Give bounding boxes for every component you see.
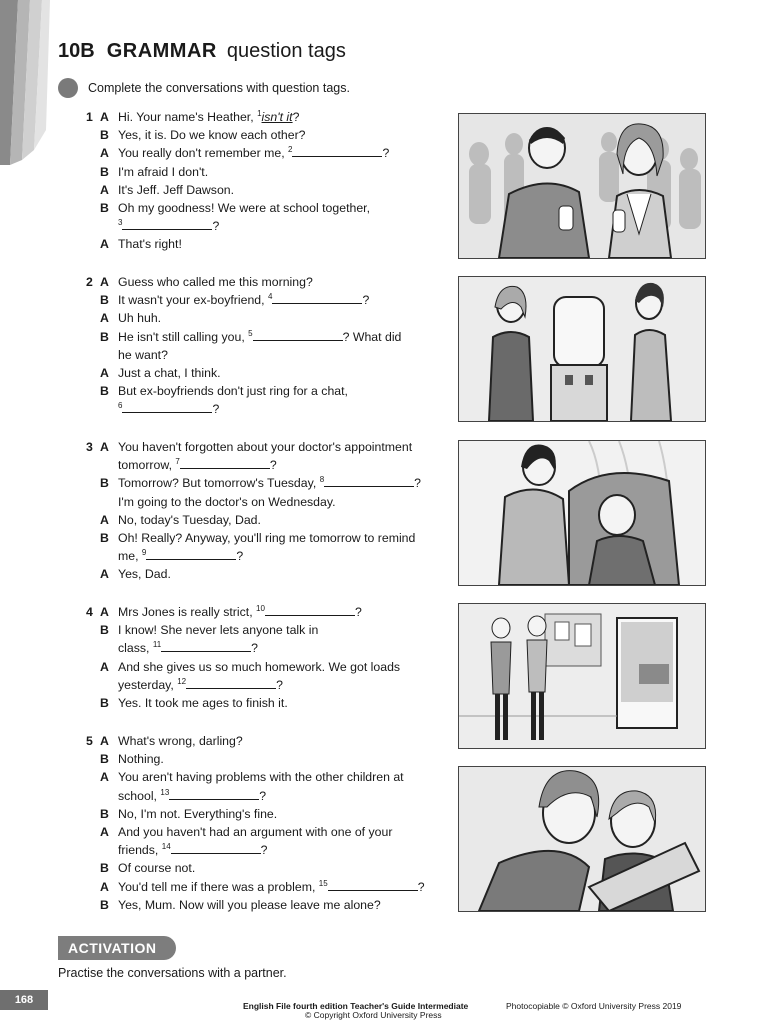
- dialogue-line: [86, 273, 446, 291]
- answer-blank[interactable]: [169, 787, 259, 800]
- speaker-label: B: [100, 752, 109, 767]
- dialogue-text: [118, 400, 219, 418]
- activation-text: Practise the conversations with a partner.: [58, 966, 287, 980]
- dialogue-text: [118, 841, 268, 859]
- speaker-label: A: [100, 770, 109, 785]
- gap-number: 5: [248, 328, 253, 338]
- dialogue-line: [86, 346, 446, 364]
- line-text: He isn't still calling you,: [118, 329, 249, 344]
- answer-blank[interactable]: [186, 676, 276, 689]
- dialogue-text: [118, 547, 243, 565]
- dialogue-line: [86, 859, 446, 877]
- illustration-party: [458, 113, 706, 259]
- speaker-label: B: [100, 476, 109, 491]
- exercise-number: 5: [86, 734, 93, 748]
- speaker-label: A: [100, 182, 109, 197]
- dialogue-text: [118, 163, 208, 181]
- line-text: Nothing.: [118, 752, 164, 767]
- line-text: You really don't remember me,: [118, 146, 289, 161]
- speaker-label: A: [100, 146, 109, 161]
- line-tail: ?: [292, 110, 300, 124]
- illustration-armchair: [458, 440, 706, 586]
- line-text: tomorrow,: [118, 458, 176, 473]
- dialogue-line: [86, 235, 446, 253]
- dialogue-text: [118, 309, 161, 327]
- speaker-label: A: [100, 275, 109, 289]
- speaker-label: B: [100, 164, 109, 179]
- dialogue-text: [118, 639, 258, 657]
- dialogue-line: [86, 750, 446, 768]
- dialogue-text: [118, 529, 415, 547]
- dialogue-text: [118, 511, 261, 529]
- line-text: Yes, Mum. Now will you please leave me alone?: [118, 897, 381, 912]
- speaker-label: B: [100, 861, 109, 876]
- line-text: You haven't forgotten about your doctor's appointment: [118, 440, 413, 454]
- line-text: But ex-boyfriends don't just ring for a chat,: [118, 384, 348, 399]
- line-tail: ?: [414, 476, 421, 491]
- dialogue-line: [86, 841, 446, 859]
- speaker-label: A: [100, 365, 109, 380]
- dialogue-text: [118, 474, 421, 492]
- dialogue-line: [86, 144, 446, 162]
- gap-number: 15: [318, 878, 328, 888]
- answer-blank[interactable]: [171, 841, 261, 854]
- dialogue-text: [118, 768, 404, 786]
- dialogue-line: [86, 658, 446, 676]
- dialogue-text: [118, 328, 401, 346]
- dialogue-line: [86, 400, 446, 418]
- line-tail: ? What did: [342, 329, 402, 344]
- dialogue-line: [86, 309, 446, 327]
- dialogue-line: [86, 529, 446, 547]
- line-text: me,: [118, 549, 142, 564]
- dialogue-text: [118, 896, 381, 914]
- exercise-number: 1: [86, 110, 93, 124]
- dialogue-text: [118, 199, 370, 217]
- dialogue-text: [118, 438, 412, 456]
- dialogue-line: [86, 364, 446, 382]
- speaker-label: A: [100, 824, 109, 839]
- page-number: 168: [0, 990, 48, 1010]
- gap-number: 2: [288, 145, 293, 155]
- answer-blank[interactable]: [122, 400, 212, 413]
- line-tail: ?: [260, 843, 268, 858]
- dialogue-text: [118, 364, 221, 382]
- dialogue-line: [86, 474, 446, 492]
- footer-copyright: © Copyright Oxford University Press: [305, 1010, 442, 1020]
- exercise-2: [86, 273, 446, 419]
- line-text: You aren't having problems with the other children at: [118, 770, 404, 785]
- line-text: It wasn't your ex-boyfriend,: [118, 293, 268, 308]
- speaker-label: A: [100, 311, 109, 326]
- dialogue-text: [118, 787, 266, 805]
- exercise-5: [86, 732, 446, 914]
- speaker-label: A: [100, 567, 109, 582]
- dialogue-line: [86, 217, 446, 235]
- speaker-label: A: [100, 879, 109, 894]
- dialogue-text: [118, 658, 400, 676]
- line-tail: ?: [354, 605, 362, 619]
- gap-number: 13: [160, 787, 170, 797]
- gap-number: 6: [118, 401, 123, 411]
- line-tail: ?: [236, 549, 244, 564]
- dialogue-line: [86, 896, 446, 914]
- answer-blank[interactable]: [180, 456, 270, 469]
- illustration-water-cooler: [458, 276, 706, 422]
- line-text: Oh! Really? Anyway, you'll ring me tomorrow to remind: [118, 530, 416, 545]
- gap-number: 3: [118, 218, 123, 228]
- speaker-label: A: [100, 440, 109, 454]
- dialogue-line: [86, 878, 446, 896]
- speaker-label: A: [100, 734, 109, 748]
- line-text: Hi. Your name's Heather,: [118, 110, 258, 124]
- instruction-text: Complete the conversations with question tags.: [88, 81, 350, 95]
- dialogue-line: [86, 291, 446, 309]
- line-text: class,: [118, 641, 153, 656]
- line-text: It's Jeff. Jeff Dawson.: [118, 182, 235, 197]
- line-text: Mrs Jones is really strict,: [118, 605, 257, 619]
- gap-number: 14: [161, 842, 171, 852]
- dialogue-text: [118, 108, 299, 126]
- line-text: Uh huh.: [118, 311, 162, 326]
- example-answer: isn't it: [261, 110, 293, 124]
- instruction: [58, 78, 350, 98]
- speaker-label: B: [100, 897, 109, 912]
- line-text: friends,: [118, 843, 162, 858]
- dialogue-text: [118, 493, 336, 511]
- dialogue-text: [118, 382, 348, 400]
- dialogue-line: [86, 787, 446, 805]
- line-text: school,: [118, 788, 161, 803]
- dialogue-line: [86, 768, 446, 786]
- speaker-label: A: [100, 110, 109, 124]
- dialogue-text: [118, 732, 243, 750]
- line-tail: ?: [276, 677, 283, 692]
- section-title: GRAMMAR: [106, 40, 217, 62]
- speaker-label: A: [100, 605, 109, 619]
- dialogue-text: [118, 603, 362, 621]
- dialogue-line: [86, 547, 446, 565]
- answer-blank[interactable]: [146, 547, 236, 560]
- answer-blank[interactable]: [122, 217, 212, 230]
- dialogue-text: [118, 878, 425, 896]
- dialogue-text: [118, 859, 195, 877]
- answer-blank[interactable]: [328, 878, 418, 891]
- speaker-label: A: [100, 659, 109, 674]
- answer-blank[interactable]: [161, 639, 251, 652]
- line-tail: ?: [259, 788, 267, 803]
- dialogue-line: [86, 694, 446, 712]
- gap-number: 8: [319, 475, 325, 485]
- line-tail: ?: [382, 146, 390, 161]
- line-text: And you haven't had an argument with one of your: [118, 824, 393, 839]
- dialogue-line: [86, 621, 446, 639]
- answer-blank[interactable]: [272, 291, 362, 304]
- dialogue-text: [118, 621, 318, 639]
- line-text: Just a chat, I think.: [118, 365, 221, 380]
- speaker-label: B: [100, 623, 109, 638]
- answer-blank[interactable]: [265, 603, 355, 616]
- line-text: Yes, it is. Do we know each other?: [118, 128, 306, 143]
- line-text: Guess who called me this morning?: [118, 275, 313, 289]
- dialogue-text: [118, 694, 288, 712]
- exercise-number: 3: [86, 440, 93, 454]
- line-text: I know! She never lets anyone talk in: [118, 623, 319, 638]
- dialogue-text: [118, 750, 164, 768]
- line-text: Of course not.: [118, 861, 196, 876]
- line-tail: ?: [212, 402, 220, 417]
- answer-blank[interactable]: [324, 474, 414, 487]
- dialogue-text: [118, 126, 306, 144]
- line-tail: ?: [362, 293, 370, 308]
- illustration-school: [458, 603, 706, 749]
- speaker-label: B: [100, 806, 109, 821]
- activation-label: ACTIVATION: [58, 936, 176, 960]
- dialogue-line: [86, 732, 446, 750]
- dialogue-line: [86, 163, 446, 181]
- line-text: Yes. It took me ages to finish it.: [118, 695, 288, 710]
- exercise-3: [86, 438, 446, 584]
- line-tail: ?: [417, 879, 425, 894]
- speaker-label: B: [100, 128, 109, 143]
- line-text: I'm going to the doctor's on Wednesday.: [118, 494, 336, 509]
- dialogue-text: [118, 456, 277, 474]
- dialogue-line: [86, 639, 446, 657]
- line-text: Tomorrow? But tomorrow's Tuesday,: [118, 476, 320, 491]
- line-text: Yes, Dad.: [118, 567, 171, 582]
- gap-number: 11: [152, 640, 162, 650]
- footer-title: English File fourth edition Teacher's Guide Intermediate: [243, 1001, 469, 1011]
- dialogue-line: [86, 603, 446, 621]
- dialogue-line: [86, 328, 446, 346]
- dialogue-line: [86, 823, 446, 841]
- line-text: That's right!: [118, 237, 182, 252]
- dialogue-text: [118, 346, 168, 364]
- line-text: You'd tell me if there was a problem,: [118, 879, 319, 894]
- dialogue-line: [86, 108, 446, 126]
- line-tail: ?: [251, 641, 259, 656]
- dialogue-text: [118, 181, 234, 199]
- dialogue-line: [86, 199, 446, 217]
- answer-blank[interactable]: [292, 144, 382, 157]
- speaker-label: B: [100, 384, 109, 399]
- speaker-label: A: [100, 512, 109, 527]
- dialogue-line: [86, 511, 446, 529]
- gap-number: 9: [141, 548, 147, 558]
- dialogue-text: [118, 144, 389, 162]
- speaker-label: B: [100, 200, 109, 215]
- line-text: No, I'm not. Everything's fine.: [118, 806, 278, 821]
- gap-number: 7: [175, 457, 180, 467]
- line-tail: ?: [212, 219, 220, 234]
- dialogue-text: [118, 565, 171, 583]
- dialogue-line: [86, 181, 446, 199]
- section-topic: question tags: [226, 40, 346, 62]
- dialogue-line: [86, 676, 446, 694]
- dialogue-line: [86, 493, 446, 511]
- line-tail: ?: [269, 458, 277, 473]
- dialogue-text: [118, 217, 219, 235]
- dialogue-line: [86, 382, 446, 400]
- illustration-laptop: [458, 766, 706, 912]
- dialogue-text: [118, 805, 277, 823]
- dialogue-text: [118, 291, 369, 309]
- section-code: 10B: [58, 40, 95, 62]
- line-text: Oh my goodness! We were at school together,: [118, 200, 370, 215]
- dialogue-text: [118, 676, 283, 694]
- dialogue-line: [86, 438, 446, 456]
- line-text: yesterday,: [118, 677, 178, 692]
- dialogue-line: [86, 805, 446, 823]
- exercise-1: [86, 108, 446, 254]
- dialogue-line: [86, 126, 446, 144]
- line-text: What's wrong, darling?: [118, 734, 243, 748]
- answer-blank[interactable]: [253, 328, 343, 341]
- dialogue-line: [86, 565, 446, 583]
- exercise-4: [86, 603, 446, 712]
- speaker-label: A: [100, 237, 109, 252]
- gap-number: 1: [257, 108, 262, 118]
- footer-photocopiable: Photocopiable © Oxford University Press 2019: [506, 1001, 682, 1011]
- dialogue-line: [86, 456, 446, 474]
- line-text: I'm afraid I don't.: [118, 164, 209, 179]
- speaker-label: B: [100, 695, 109, 710]
- bullet-icon: [58, 78, 78, 98]
- dialogue-text: [118, 235, 182, 253]
- line-text: he want?: [118, 347, 168, 362]
- speaker-label: B: [100, 530, 109, 545]
- gap-number: 10: [256, 603, 265, 613]
- gap-number: 12: [177, 676, 187, 686]
- dialogue-text: [118, 823, 392, 841]
- exercise-number: 4: [86, 605, 93, 619]
- line-text: And she gives us so much homework. We got loads: [118, 659, 401, 674]
- speaker-label: B: [100, 293, 109, 308]
- exercise-number: 2: [86, 275, 93, 289]
- dialogue-text: [118, 273, 313, 291]
- page-header: [58, 40, 346, 63]
- speaker-label: B: [100, 329, 109, 344]
- line-text: No, today's Tuesday, Dad.: [118, 512, 261, 527]
- corner-decoration: [0, 0, 50, 165]
- gap-number: 4: [267, 292, 273, 302]
